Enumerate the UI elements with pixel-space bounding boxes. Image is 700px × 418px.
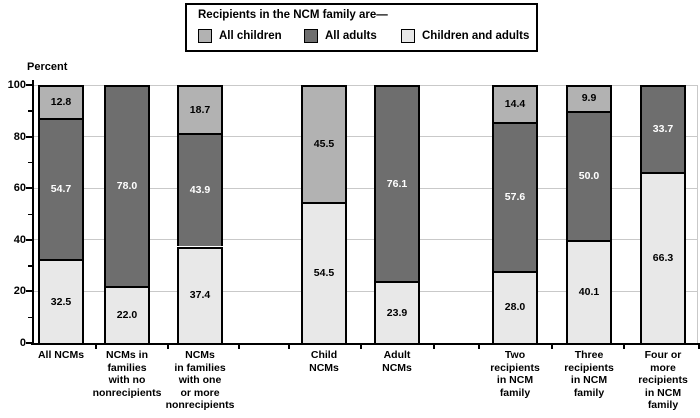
y-axis-tick-label: 40: [13, 233, 26, 246]
x-axis-category-label: Four or more recipients in NCM family: [638, 349, 688, 411]
legend-item-all-children: [198, 29, 282, 43]
x-axis-category-label: NCMs in families with no nonrecipients: [92, 349, 162, 399]
bar-segment: [301, 202, 347, 343]
children-and-adults-swatch-icon: [401, 29, 415, 43]
y-axis-tick: [26, 84, 33, 86]
y-axis-tick: [26, 290, 33, 292]
bar-value-label: 37.4: [189, 289, 211, 302]
bar-segment: [492, 85, 538, 122]
y-axis-tick-label: 80: [13, 130, 26, 143]
y-axis-tick: [26, 342, 33, 344]
x-axis-line: [31, 343, 700, 345]
bar-value-label: 22.0: [116, 309, 138, 322]
x-axis-category-label: Two recipients in NCM family: [490, 349, 540, 399]
x-axis-category-label: All NCMs: [37, 349, 85, 361]
bar-value-label: 45.5: [313, 138, 335, 151]
y-axis-minor-tick: [28, 162, 33, 164]
y-axis-tick: [26, 136, 33, 138]
y-axis-minor-tick: [28, 110, 33, 112]
plot-right-border: [697, 85, 698, 343]
bar-value-label: 14.4: [504, 98, 526, 111]
y-axis-tick-label: 60: [13, 182, 26, 195]
bar-segment: [492, 122, 538, 271]
bar-value-label: 9.9: [581, 92, 597, 105]
bar-segment: [38, 85, 84, 118]
y-axis-tick-label: 20: [13, 285, 26, 298]
bar-segment: [566, 111, 612, 240]
bar-segment: [640, 172, 686, 343]
bar-value-label: 76.1: [386, 177, 408, 190]
bar-segment: [492, 271, 538, 343]
legend-item-all-adults: [304, 29, 377, 43]
x-axis-category-label: Adult NCMs: [382, 349, 412, 374]
bar-segment: [566, 240, 612, 343]
legend-item-children-and-adults: [401, 29, 529, 43]
bar-segment: [177, 85, 223, 133]
bar-value-label: 12.8: [50, 96, 72, 108]
legend-item-label: Children and adults: [422, 30, 530, 42]
bar-value-label: 54.5: [313, 267, 335, 280]
y-axis-line: [32, 80, 34, 345]
chart-legend: [185, 3, 538, 52]
bar-segment: [177, 133, 223, 246]
bar-segment: [177, 247, 223, 343]
bar-value-label: 43.9: [189, 184, 211, 197]
bar-value-label: 18.7: [189, 103, 211, 116]
x-axis-category-label: Three recipients in NCM family: [564, 349, 614, 399]
all-adults-swatch-icon: [304, 29, 318, 43]
bar-segment: [566, 85, 612, 111]
y-axis-minor-tick: [28, 265, 33, 267]
bar-value-label: 32.5: [50, 295, 72, 308]
legend-item-label: All children: [219, 30, 282, 42]
bar-value-label: 57.6: [504, 190, 526, 203]
x-axis-category-label: NCMs in families with one or more nonrecipients: [165, 349, 235, 411]
x-axis-category-label: Child NCMs: [309, 349, 339, 374]
bar-segment: [104, 85, 150, 286]
bar-value-label: 66.3: [652, 251, 674, 264]
y-axis-tick: [26, 187, 33, 189]
bar-segment: [301, 85, 347, 202]
y-axis-tick-label: 100: [7, 79, 26, 91]
bar-value-label: 78.0: [116, 180, 138, 193]
y-axis-title: Percent: [27, 61, 68, 73]
bar-segment: [374, 281, 420, 343]
bar-segment: [374, 85, 420, 281]
y-axis-tick: [26, 239, 33, 241]
legend-title: Recipients in the NCM family are—: [198, 9, 388, 21]
bar-segment: [38, 259, 84, 343]
y-axis-tick-label: 0: [19, 337, 26, 349]
y-axis-minor-tick: [28, 214, 33, 216]
y-axis-minor-tick: [28, 317, 33, 319]
bar-value-label: 28.0: [504, 301, 526, 314]
all-children-swatch-icon: [198, 29, 212, 43]
bar-value-label: 40.1: [578, 285, 600, 298]
legend-item-label: All adults: [325, 30, 377, 42]
bar-segment: [104, 286, 150, 343]
bar-value-label: 23.9: [386, 306, 408, 319]
bar-segment: [38, 118, 84, 259]
bar-value-label: 50.0: [578, 169, 600, 182]
bar-value-label: 33.7: [652, 122, 674, 135]
bar-value-label: 54.7: [50, 183, 72, 196]
bar-segment: [640, 85, 686, 172]
